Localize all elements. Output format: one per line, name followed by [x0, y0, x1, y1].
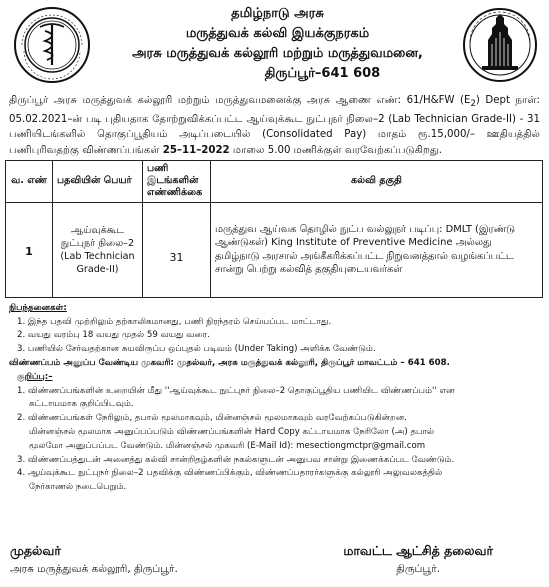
principal-title: முதல்வர் — [10, 543, 61, 558]
principal-office: அரசு மருத்துவக் கல்லூரி, திருப்பூர். — [10, 563, 178, 575]
note-item: கட்டாயமாக குறிப்பிடவும். — [29, 399, 134, 410]
tamil-nadu-government-emblem-icon — [462, 4, 538, 86]
header-post-name: பதவியின் பெயர் — [53, 160, 143, 202]
header-college: அரசு மருத்துவக் கல்லூரி மற்றும் மருத்துவமனை, — [132, 46, 423, 61]
row-qualification: மருத்துவ ஆய்வக தொழில் நுட்ப வல்லுநர் படிப்பு: DMLT (இரண்டு ஆண்டுகள்) King Institute of Preventive Medicine அல்லது தமிழ்நாடு அரசால் அங்கீகரிக்கப்பட்ட நிறுவனத்தால் வழங்கப்பட்ட சான்று பெற்று கல்வித் தகுதியுடையவர்கள் — [211, 202, 543, 297]
row-post-name: ஆய்வுக்கூட நுட்புநர் நிலை–2 (Lab Technician Grade-II) — [53, 202, 143, 297]
notice-details — [5, 298, 544, 495]
row-serial: 1 — [6, 202, 53, 297]
intro-part2: ) Dept நாள்: 05.02.2021–ன் படி புதியதாக தோற்றுவிக்கப்பட்ட ஆய்வுக்கூட நுட்புநர் நிலை–2 (Lab Technician Grade-II) - 31 பணியிடங்களில் தொகுப்பூதியம் அடிப்படையில் (Consolidated Pay) மாதம் ரூ.15,000/– ஊதியத்தில் பணிபுரிவதற்கு விண்ணப்பங்கள் — [9, 95, 540, 156]
note-item: 4. ஆய்வுக்கூட நுட்புநர் நிலை–2 பதவிக்கு விண்ணப்பிக்கும், விண்ணப்பதாரர்களுக்கு கல்லூரி அலுவலகத்தில் — [17, 468, 443, 479]
note-item: மின்னஞ்சல் மூலமாக அனுப்பப்படும் விண்ணப்பங்களின் Hard Copy கட்டாயமாக நேரிலோ (அ) தபால் — [29, 427, 435, 438]
collector-title: மாவட்ட ஆட்சித் தலைவர் — [343, 543, 493, 558]
condition-item: 1. இந்த பதவி முற்றிலும் தற்காலிகமானது, பணி நிரந்தரம் செய்யப்பட மாட்டாது. — [17, 316, 332, 327]
collector-office: திருப்பூர். — [396, 563, 441, 575]
condition-item: 3. பணியில் சேர்வதற்கான சுயவிருப்ப ஒப்புதல் படிவம் (Under Taking) அளிக்க வேண்டும். — [17, 344, 376, 355]
principal-signature — [10, 541, 178, 577]
header-directorate: மருத்துவக் கல்வி இயக்குநரகம் — [185, 26, 370, 41]
note-item: மூலமோ அனுப்பப்பட வேண்டும். மின்னஞ்சல் முகவரி (E-Mail Id): mesectiongmctpr@gmail.com — [29, 440, 426, 451]
address-value: முதல்வர், அரசு மருத்துவக் கல்லூரி, திருப்பூர் மாவட்டம் – 641 608. — [177, 358, 450, 369]
address-label: விண்ணப்பம் அனுப்ப வேண்டிய முகவரி: — [9, 358, 177, 369]
note-item: 1. விண்ணப்பங்களின் உறையின் மீது ''ஆய்வுக்கூட நுட்புநர் நிலை–2 தொகுப்பூதிய பணியிட விண்ணப்பம்'' என — [17, 385, 455, 396]
application-address — [9, 357, 540, 371]
header-location: திருப்பூர்–641 608 — [264, 66, 381, 81]
collector-signature — [343, 541, 493, 577]
intro-part1: திருப்பூர் அரசு மருத்துவக் கல்லூரி மற்றும் மருத்துவமனைக்கு அரசு ஆணை எண்: 61/H&FW (E — [9, 95, 471, 106]
header-qualification: கல்வி தகுதி — [211, 160, 543, 202]
notice-intro — [5, 92, 544, 158]
note-item: நேர்காணல் நடைபெறும். — [29, 482, 127, 493]
medical-college-seal-icon — [12, 5, 92, 85]
signature-block — [0, 541, 549, 581]
vacancy-table — [5, 160, 543, 298]
header-vacancies: பணி இடங்களின் எண்ணிக்கை — [143, 160, 211, 202]
header-government: தமிழ்நாடு அரசு — [231, 6, 324, 21]
conditions-title: நிபந்தனைகள்: — [9, 302, 67, 313]
notice-header — [5, 0, 544, 92]
header-serial: வ. எண் — [6, 160, 53, 202]
row-vacancies: 31 — [143, 202, 211, 297]
intro-part3: மாலை 5.00 மணிக்குள் வரவேற்கப்படுகிறது. — [229, 144, 443, 156]
notes-title: குறிப்பு:– — [17, 371, 53, 382]
note-item: 2. விண்ணப்பங்கள் நேரிலும், தபால் மூலமாகவும், மின்னஞ்சல் மூலமாகவும் வரவேற்கப்படுகின்றன. — [17, 413, 407, 424]
table-row — [6, 202, 543, 297]
intro-last-date: 25–11–2022 — [162, 144, 230, 156]
header-text — [95, 4, 460, 84]
intro-subscript: 2 — [470, 99, 476, 110]
note-item: 3. விண்ணப்பத்துடன் அனைத்து கல்வி சான்றிதழ்களின் நகல்களுடன் அனுபவ சான்று இணைக்கப்பட வேண்டும். — [17, 454, 455, 465]
table-header-row — [6, 160, 543, 202]
condition-item: 2. வயது வரம்பு 18 வயது முதல் 59 வயது வரை. — [17, 330, 210, 341]
